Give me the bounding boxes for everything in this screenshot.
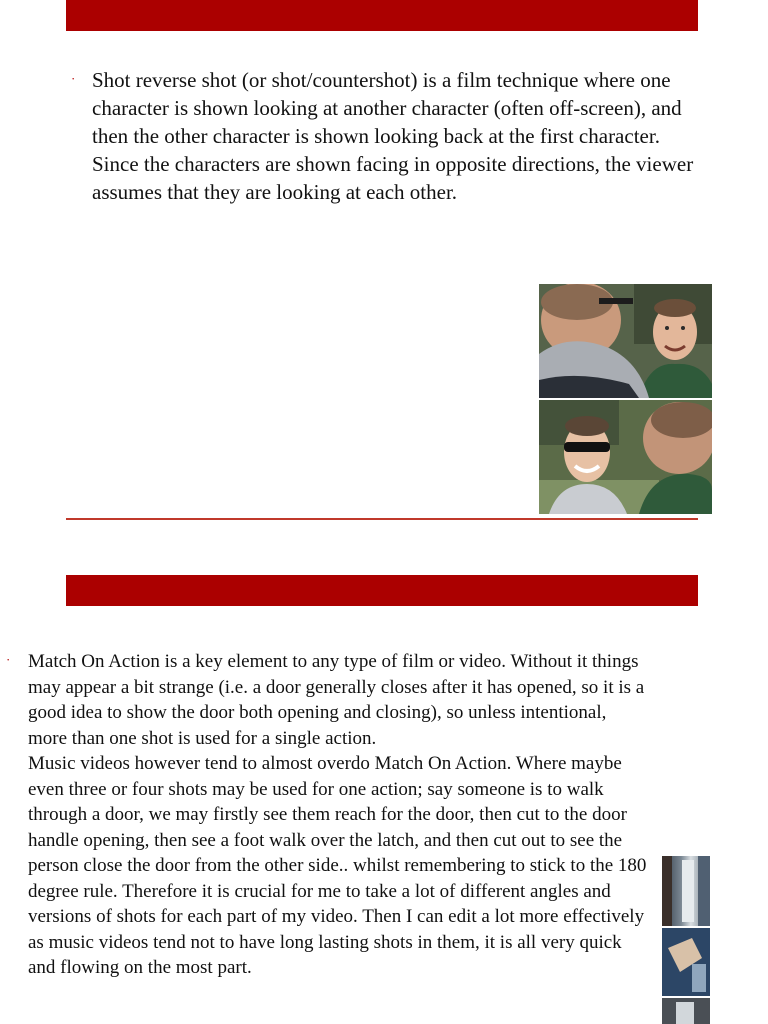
bullet-marker: · bbox=[6, 652, 11, 667]
match-on-action-text bbox=[28, 649, 648, 981]
match-on-action-frame-2 bbox=[662, 928, 710, 996]
shot-reverse-shot-text: Shot reverse shot (or shot/countershot) is a film technique where one character is shown looking at another character (often off-screen), and then the other character is shown looking back at the first character. Since the characters are shown facing in opposite directions, the viewer assumes that they are looking at each other. bbox=[92, 68, 694, 204]
match-on-action-paragraph-1: Match On Action is a key element to any type of film or video. Without it things may appear a bit strange (i.e. a door generally closes after it has opened, so it is a good idea to show the door both opening and closing), so unless intentional, more than one shot is used for a single action. bbox=[28, 651, 645, 749]
photo-bottom-illustration bbox=[539, 400, 712, 514]
bullet-marker: · bbox=[71, 71, 76, 86]
slide-divider bbox=[66, 518, 698, 520]
shot-reverse-shot-photo-top bbox=[539, 284, 712, 398]
frame-1-illustration bbox=[662, 856, 710, 926]
slide-2-title-bar bbox=[66, 575, 698, 606]
photo-top-illustration bbox=[539, 284, 712, 398]
match-on-action-frame-3 bbox=[662, 998, 710, 1024]
match-on-action-paragraph-2: Music videos however tend to almost overdo Match On Action. Where maybe even three or four shots may be used for one action; say someone is to walk through a door, we may firstly see them reach for the door, then cut to the door handle opening, then see a foot walk over the latch, and then cut out to see the person close the door from the other side.. whilst remembering to stick to the 180 degree rule. Therefore it is crucial for me to take a lot of different angles and versions of shots for each part of my video. Then I can edit a lot more effectively as music videos tend not to have long lasting shots in them, it is all very quick and flowing on the most part. bbox=[28, 753, 647, 978]
frame-2-illustration bbox=[662, 928, 710, 996]
match-on-action-frame-1 bbox=[662, 856, 710, 926]
slide-1-title-bar bbox=[66, 0, 698, 31]
shot-reverse-shot-photo-bottom bbox=[539, 400, 712, 514]
frame-3-illustration bbox=[662, 998, 710, 1024]
